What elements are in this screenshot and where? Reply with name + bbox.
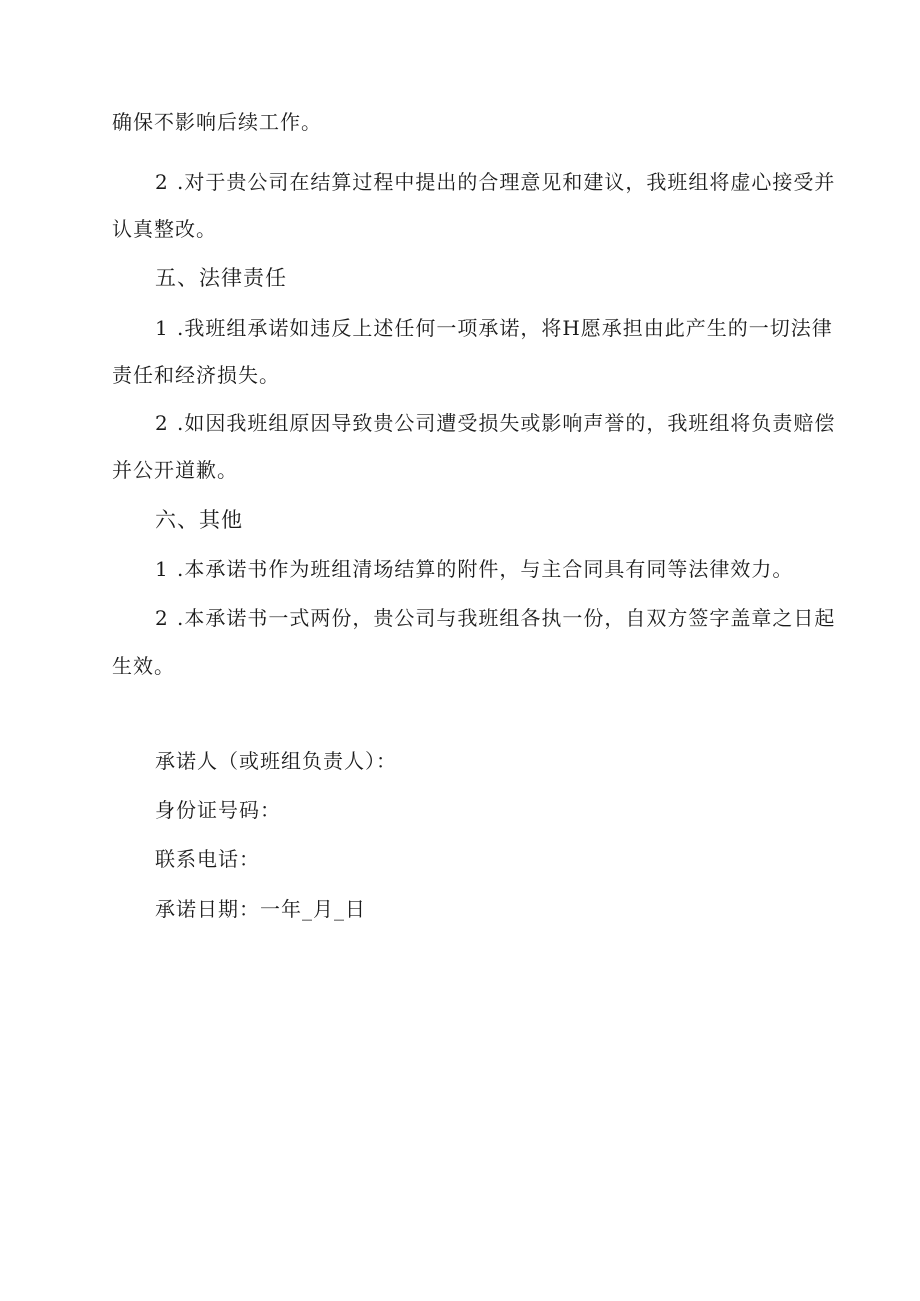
paragraph-line: 认真整改。 bbox=[112, 217, 217, 241]
item-text: .本承诺书一式两份，贵公司与我班组各执一份，自双方签字盖章之日起 bbox=[177, 606, 836, 630]
item-text: .如因我班组原因导致贵公司遭受损失或影响声誉的，我班组将负责赔偿 bbox=[177, 411, 836, 435]
item-number: 2 bbox=[155, 411, 169, 435]
list-item-6-1 bbox=[155, 557, 793, 581]
item-number: 2 bbox=[155, 606, 169, 630]
list-item-6-2 bbox=[155, 606, 835, 630]
list-item-5-1 bbox=[155, 316, 833, 340]
item-text: .本承诺书作为班组清场结算的附件，与主合同具有同等法律效力。 bbox=[177, 557, 794, 581]
signature-date: 承诺日期：一年_月_日 bbox=[155, 897, 366, 921]
section-heading-other: 六、其他 bbox=[155, 508, 243, 532]
list-item-5-2 bbox=[155, 411, 835, 435]
section-heading-legal-liability: 五、法律责任 bbox=[155, 266, 287, 290]
list-item-4-2 bbox=[155, 170, 835, 194]
paragraph-line: 确保不影响后续工作。 bbox=[112, 110, 322, 134]
paragraph-line: 并公开道歉。 bbox=[112, 458, 238, 482]
paragraph-line: 生效。 bbox=[112, 654, 175, 678]
signature-promisor: 承诺人（或班组负责人）： bbox=[155, 749, 397, 773]
item-number: 1 bbox=[155, 316, 169, 340]
signature-id-number: 身份证号码： bbox=[155, 798, 281, 822]
item-number: 2 bbox=[155, 170, 169, 194]
paragraph-line: 责任和经济损失。 bbox=[112, 363, 280, 387]
item-number: 1 bbox=[155, 557, 169, 581]
item-text: .对于贵公司在结算过程中提出的合理意见和建议，我班组将虚心接受并 bbox=[177, 170, 836, 194]
signature-phone: 联系电话： bbox=[155, 847, 260, 871]
item-text: .我班组承诺如违反上述任何一项承诺，将H愿承担由此产生的一切法律 bbox=[177, 316, 833, 340]
